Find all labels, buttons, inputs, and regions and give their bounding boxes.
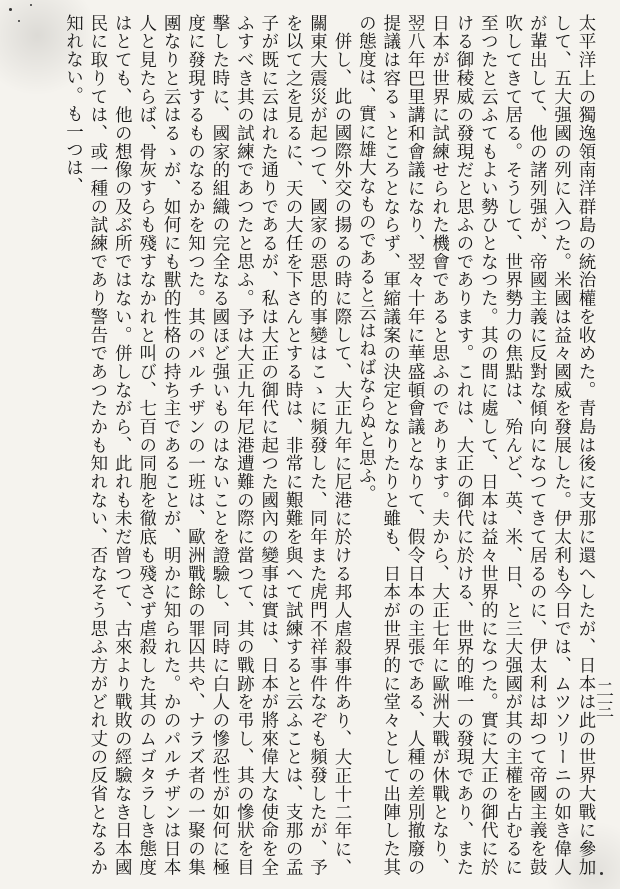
paragraph-1: 太平洋上の獨逸領南洋群島の統治權を收めた。青島は後に支那に還へしたが、日本は此の世界大戰に參加して、五大强國の列に入つた。米國は益々國威を發展した。伊太利も今日では、ムツソリーニの如き偉人が輩出して、他の諸列强が、帝國主義に反對な傾向になつてきて居るのに、伊太利は却つて帝國主義を鼓吹してきて居る。そうして、世界勢力の焦點は、殆んど、英、米、日、と三大强國が其の主權を占むるに至つたと云ふてもよい勢ひとなつた。其の間に處して、日本は益々世界的になつた。實に大正の御代に於ける御稜威の發現だと思ふのであります。これは、大正の御代に於ける、世界的唯一の發現であり、また日本が世界に試練せられた機會であると思ふのであります。夫から、大正七年に歐洲大戰が休戰となり、翌八年巴里講和會議になり、翌々十年に華盛頓會議となりて、假令日本の主張である、人種の差別撤廢の提議は容るゝところとならず、軍縮議案の決定となりたりと雖も、日本が世界的に堂々として出陣した其の態度は、實に雄大なものであると云はねばならぬと思ふ。 (356, 14, 596, 876)
page-number: 二三 (593, 680, 614, 720)
paragraph-2: 併し、此の國際外交の揚るの時に際して、大正九年に尼港に於ける邦人虐殺事件あり、大正十二年に、關東大震災が起つて、國家の惡思的事變はこゝに頻發した、同年また虎門不祥事件なぞも頻發したが、予を以て之を見るに、天の大任を下さんとする時は、非常に艱難を與へて試練すると云ふことは、支那の孟子が既に云はれた通りであるが、私は大正の御代に起つた國內の變事は實は、日本が將來偉大な使命を全ふすべき其の試練であつたと思ふ。予は大正九年尼港遭難の際に當つて、其の戰跡を弔し、其の慘狀を目擊した時に、國家的組織の完全なる國ほど强いものはないことを證驗し、同時に白人の慘忍性が如何に極度に發現するものなるかを知つた。其のパルチザンの一班は、歐洲戰餘の罪囚共や、ナラズ者の一聚の集團なりと云はるゝが、如何にも獸的性格の持ち主であることが、明かに知られた。かのパルチザンは日本人と見たらば、骨灰すらも殘すなかれと叫び、七百の同胞を徹底も殘さず虐殺した其のムゴタラしき態度はとても、他の想像の及ぶ所ではない。併しながら、此れも未だ曾つて、古來より戰敗の經驗なき日本國民に取りては、或一種の試練であり警告であつたかも知れない、否なそう思ふ方がどれ丈の反省となるか知れない。も一つは、 (63, 14, 352, 876)
scan-speck (30, 4, 32, 6)
scan-speck (18, 20, 20, 22)
scan-speck (9, 8, 12, 11)
scan-speck (600, 872, 603, 875)
vertical-body-text (36, 14, 598, 876)
